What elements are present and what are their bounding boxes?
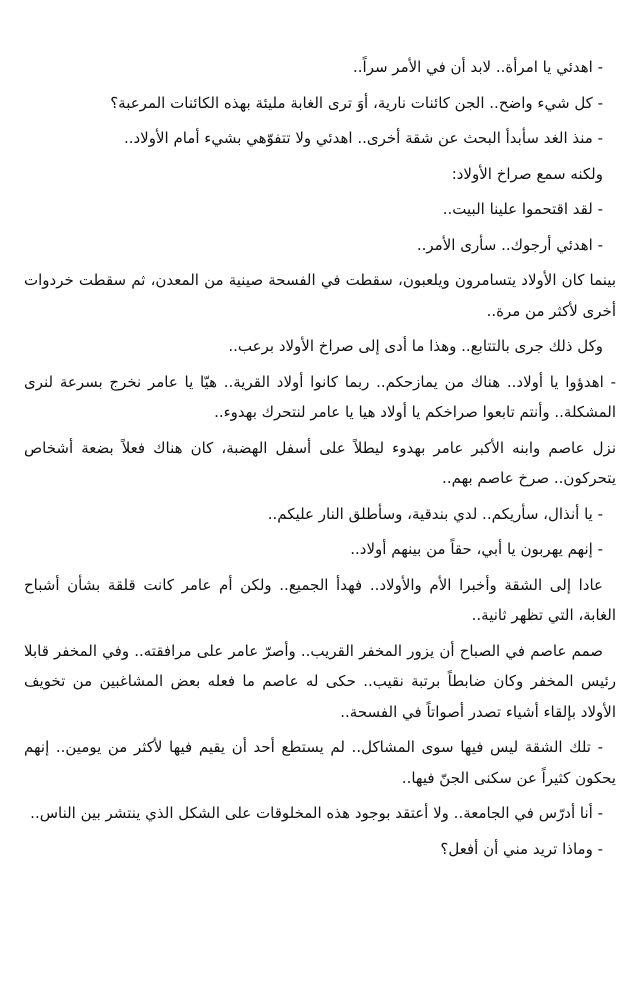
- narrative-paragraph: وكل ذلك جرى بالتتابع.. وهذا ما أدى إلى صراخ الأولاد برعب..: [228, 337, 603, 355]
- dialogue-line: - تلك الشقة ليس فيها سوى المشاكل.. لم يستطع أحد أن يقيم فيها لأكثر من يومين.. إنهم يحكون كثيراً عن سكنى الجنّ فيها..: [24, 738, 616, 787]
- dialogue-line: - لقد اقتحموا علينا البيت..: [442, 200, 603, 218]
- narrative-paragraph: عادا إلى الشقة وأخبرا الأم والأولاد.. فهدأ الجميع.. ولكن أم عامر كانت قلقة بشأن أشباح الغابة، التي تظهر ثانية..: [24, 575, 616, 624]
- narrative-paragraph: نزل عاصم وابنه الأكبر عامر بهدوء ليطلاً على أسفل الهضبة، كان هناك فعلاً بضعة أشخاص يتحركون.. صرخ عاصم بهم..: [24, 438, 616, 487]
- dialogue-line: - اهدئي أرجوك.. سأرى الأمر..: [416, 235, 603, 254]
- dialogue-line: - كل شيء واضح.. الجن كائنات نارية، أوَ ترى الغابة مليئة بهذه الكائنات المرعبة؟: [110, 93, 603, 112]
- document-page: [24, 52, 616, 869]
- dialogue-line: - منذ الغد سأبدأ البحث عن شقة أخرى.. اهدئي ولا تتفوّهي بشيء أمام الأولاد..: [123, 129, 603, 147]
- narrative-paragraph: بينما كان الأولاد يتسامرون ويلعبون، سقطت في الفسحة صينية من المعدن، ثم سقطت خردوات أخرى لأكثر من مرة..: [24, 271, 616, 320]
- dialogue-line: - يا أنذال، سأريكم.. لدي بندقية، وسأطلق النار عليكم..: [267, 504, 603, 523]
- dialogue-line: - اهدئي يا امرأة.. لابد أن في الأمر سراً..: [352, 58, 603, 76]
- narrative-paragraph: ولكنه سمع صراخ الأولاد:: [451, 164, 603, 183]
- dialogue-line: - اهدؤوا يا أولاد.. هناك من يمازحكم.. ربما كانوا أولاد القرية.. هيّا يا عامر نخرج بسرعة لنرى المشكلة.. وأنتم تابعوا صراخكم يا أولاد هيا يا عامر لنتحرك بهدوء..: [24, 372, 616, 421]
- narrative-paragraph: صمم عاصم في الصباح أن يزور المخفر القريب.. وأصرّ عامر على مرافقته.. وفي المخفر قابلا رئيس المخفر وكان ضابطاً برتبة نقيب.. حكى له عاصم ما فعله بعض المشاغبين من تخويف الأولاد بإلقاء أشياء تصدر أصواتاً في الفسحة..: [24, 641, 616, 721]
- dialogue-line: - أنا أدرّس في الجامعة.. ولا أعتقد بوجود هذه المخلوقات على الشكل الذي ينتشر بين الناس..: [30, 804, 603, 822]
- dialogue-line: - إنهم يهربون يا أبي، حقاً من بينهم أولاد..: [350, 540, 603, 558]
- dialogue-line: - وماذا تريد مني أن أفعل؟: [440, 839, 603, 858]
